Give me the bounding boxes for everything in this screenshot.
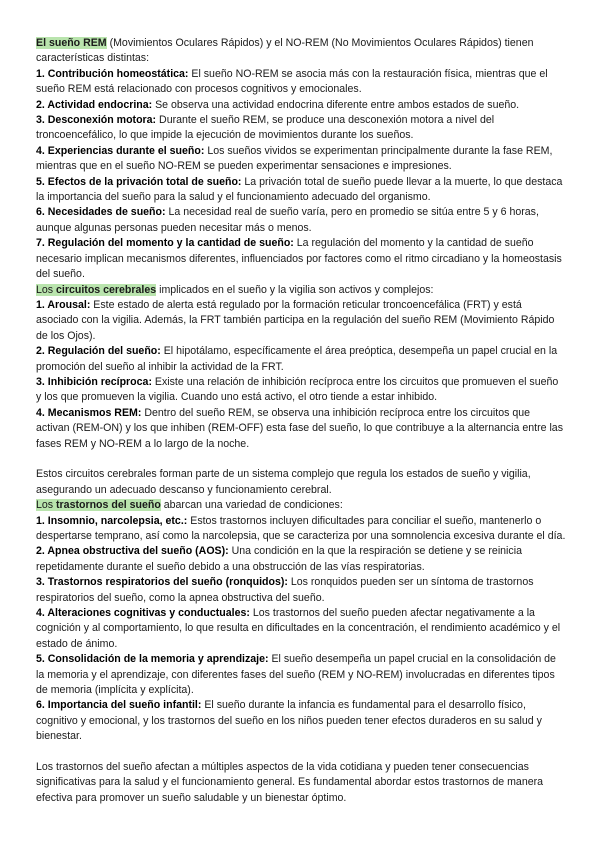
- rem-item: [36, 236, 566, 282]
- rem-intro-text: (Movimientos Oculares Rápidos) y el NO-REM (No Movimientos Oculares Rápidos) tienen características distintas:: [36, 37, 534, 65]
- disorders-item: [36, 544, 566, 575]
- rem-intro-paragraph: [36, 36, 566, 67]
- circuits-item-text: Este estado de alerta está regulado por la formación reticular troncoencefálica (FRT) y está asociado con la vigilia. Además, la FRT también participa en la regulación del sueño REM (Movimiento Rápido de los Ojos).: [36, 298, 555, 342]
- circuits-item-text: Dentro del sueño REM, se observa una inhibición recíproca entre los circuitos que activan (REM-ON) y los que inhiben (REM-OFF) esta fase del sueño, lo que contribuye a la alternancia entre las fases REM y NO-REM a lo largo de la noche.: [36, 406, 563, 450]
- disorders-item-title: 2. Apnea obstructiva del sueño (AOS):: [36, 545, 229, 558]
- circuits-intro-paragraph: [36, 283, 566, 298]
- rem-item: [36, 205, 566, 236]
- disorders-item-title: 3. Trastornos respiratorios del sueño (ronquidos):: [36, 576, 288, 589]
- rem-item: [36, 67, 566, 98]
- circuits-closing-paragraph: Estos circuitos cerebrales forman parte de un sistema complejo que regula los estados de sueño y vigilia, asegurando un adecuado descanso y funcionamiento cerebral.: [36, 468, 531, 496]
- rem-item-title: 7. Regulación del momento y la cantidad de sueño:: [36, 237, 294, 250]
- rem-item-title: 2. Actividad endocrina:: [36, 98, 153, 111]
- disorders-item-text: El sueño durante la infancia es fundamental para el desarrollo físico, cognitivo y emocional, y los trastornos del sueño en los niños pueden tener efectos duraderos en su salud y bienestar.: [36, 699, 542, 743]
- rem-item-text: La privación total de sueño puede llevar a la muerte, lo que destaca la importancia del sueño para la salud y el funcionamiento adecuado del organismo.: [36, 175, 563, 204]
- rem-item-text: Los sueños vividos se experimentan principalmente durante la fase REM, mientras que en el sueño NO-REM se pueden experimentar sensaciones e impresiones.: [36, 144, 553, 173]
- circuits-item-title: 1. Arousal:: [36, 298, 91, 311]
- paragraph-gap: [36, 452, 566, 467]
- disorders-item: [36, 698, 566, 744]
- circuits-item: [36, 406, 566, 452]
- rem-item-title: 6. Necesidades de sueño:: [36, 206, 166, 219]
- circuits-item-text: Existe una relación de inhibición recíproca entre los circuitos que promueven el sueño y los que promueven la vigilia. Cuando uno está activo, el otro tiende a estar inhibido.: [36, 375, 559, 404]
- circuits-highlight: circuitos cerebrales: [56, 283, 157, 296]
- disorders-item-title: 5. Consolidación de la memoria y aprendizaje:: [36, 653, 269, 666]
- circuits-item-title: 3. Inhibición recíproca:: [36, 375, 152, 388]
- disorders-item-text: Los trastornos del sueño pueden afectar negativamente a la cognición y al comportamiento, lo que resulta en dificultades en la concentración, el rendimiento académico y el estado de ánimo.: [36, 607, 561, 650]
- disorders-highlight: trastornos del sueño: [56, 499, 161, 512]
- circuits-intro-prefix: Los: [36, 283, 57, 296]
- circuits-item: [36, 375, 566, 406]
- rem-item: [36, 175, 566, 206]
- paragraph-gap: [36, 745, 566, 760]
- disorders-intro-paragraph: [36, 498, 566, 513]
- rem-item-text: La regulación del momento y la cantidad de sueño necesario implican mecanismos diferentes, influenciados por factores como el ritmo circadiano y la homeostasis del sueño.: [36, 237, 562, 281]
- disorders-item-text: Una condición en la que la respiración se detiene y se reinicia repetidamente durante el sueño debido a una obstrucción de las vías respiratorias.: [36, 545, 522, 573]
- disorders-item: [36, 652, 566, 698]
- disorders-item-text: El sueño desempeña un papel crucial en la consolidación de la memoria y el aprendizaje, con diferentes fases del sueño (REM y NO-REM) involucradas en diferentes tipos de memoria (implícita y explícita).: [36, 653, 556, 697]
- rem-item-title: 4. Experiencias durante el sueño:: [36, 144, 205, 157]
- disorders-item-title: 4. Alteraciones cognitivas y conductuales:: [36, 607, 250, 620]
- disorders-item: [36, 514, 566, 545]
- rem-item-text: El sueño NO-REM se asocia más con la restauración física, mientras que el sueño REM está relacionado con procesos cognitivos y emocionales.: [36, 67, 548, 96]
- rem-item-title: 5. Efectos de la privación total de sueño:: [36, 175, 242, 188]
- disorders-closing-paragraph: Los trastornos del sueño afectan a múltiples aspectos de la vida cotidiana y pueden tener consecuencias significativas para la salud y el funcionamiento general. Es fundamental abordar estos trastornos de manera efectiva para promover un sueño saludable y un bienestar óptimo.: [36, 761, 544, 804]
- circuits-intro-text: implicados en el sueño y la vigilia son activos y complejos:: [156, 283, 434, 296]
- disorders-item: [36, 575, 566, 606]
- rem-highlight: El sueño REM: [36, 37, 107, 49]
- circuits-item: [36, 298, 566, 344]
- disorders-item: [36, 606, 566, 652]
- disorders-item-text: Estos trastornos incluyen dificultades para conciliar el sueño, mantenerlo o despertarse temprano, así como la narcolepsia, que se caracteriza por una somnolencia excesiva durante el día.: [36, 514, 566, 542]
- rem-item-title: 1. Contribución homeostática:: [36, 67, 189, 80]
- rem-item-title: 3. Desconexión motora:: [36, 114, 157, 127]
- circuits-item-text: El hipotálamo, específicamente el área preóptica, desempeña un papel crucial en la promoción del sueño al inhibir la actividad de la FRT.: [36, 345, 558, 373]
- disorders-intro-text: abarcan una variedad de condiciones:: [160, 499, 343, 512]
- circuits-item: [36, 344, 566, 375]
- rem-item-text: Se observa una actividad endocrina diferente entre ambos estados de sueño.: [152, 98, 520, 111]
- disorders-item-title: 1. Insomnio, narcolepsia, etc.:: [36, 514, 188, 527]
- rem-item-text: La necesidad real de sueño varía, pero en promedio se sitúa entre 5 y 6 horas, aunque algunas personas pueden necesitar más o menos.: [36, 206, 539, 234]
- rem-item: [36, 98, 566, 113]
- disorders-item-text: Los ronquidos pueden ser un síntoma de trastornos respiratorios del sueño, como la apnea obstructiva del sueño.: [36, 576, 534, 604]
- rem-item: [36, 113, 566, 144]
- disorders-item-title: 6. Importancia del sueño infantil:: [36, 699, 202, 712]
- circuits-item-title: 2. Regulación del sueño:: [36, 345, 161, 358]
- disorders-intro-prefix: Los: [36, 499, 57, 512]
- rem-item: [36, 144, 566, 175]
- circuits-item-title: 4. Mecanismos REM:: [36, 406, 142, 419]
- rem-item-text: Durante el sueño REM, se produce una desconexión motora a nivel del troncoencefálico, lo que impide la ejecución de movimientos durante los sueños.: [36, 114, 495, 142]
